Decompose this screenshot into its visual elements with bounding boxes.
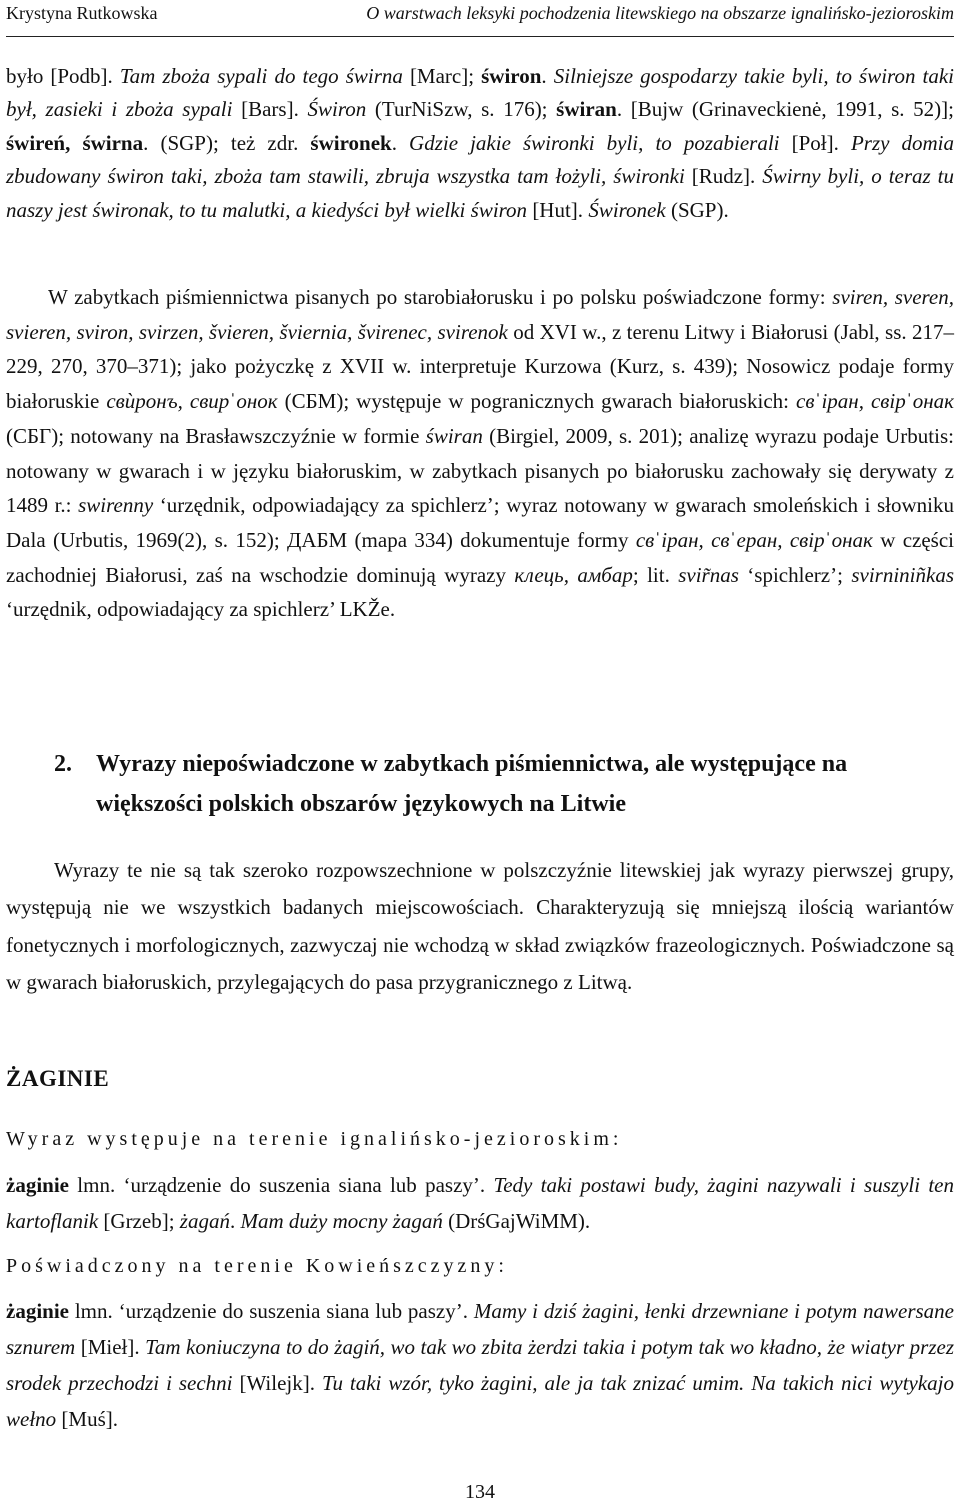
text-run: [Muś]. (56, 1407, 119, 1431)
running-header (6, 0, 954, 37)
text-run: іран, св (661, 527, 730, 552)
text-run: [Rudz]. (684, 164, 763, 189)
text-run: клець, амбар (514, 562, 633, 587)
text-run: ‘urzędnik, odpowiadający za spichlerz’ LKŽe. (6, 597, 396, 622)
text-run: [Wilejk]. (232, 1371, 322, 1395)
text-run: świran (425, 423, 483, 448)
text-run: . (SGP); też zdr. (143, 130, 311, 155)
entry-definition-ignalina (6, 1167, 954, 1239)
text-run: (Birgiel, 2009, s. 201); analizę wyrazu podaje Urbutis: notowany w gwarach i w języku białoruskim, w zabytkach pisanych po białorusku zachowały się derywaty z 1489 r.: (6, 423, 954, 518)
text-run: [Bars]. (232, 97, 308, 122)
text-run: lmn. ‘urządzenie do suszenia siana lub paszy’. (69, 1299, 474, 1323)
section-heading (54, 744, 944, 824)
text-run: żaginie (6, 1299, 69, 1323)
text-run: svir̃nas (678, 562, 739, 587)
text-run: [Mieł]. (75, 1335, 146, 1359)
text-run: świronek (310, 130, 392, 155)
entry-definition-kowno (6, 1293, 954, 1437)
header-running-title: O warstwach leksyki pochodzenia litewskiego na obszarze ignalińsko-jezioroskim (366, 3, 954, 23)
text-run: [Marc]; (402, 64, 482, 88)
text-run: żagań (179, 1209, 230, 1233)
text-run: ; lit. (632, 562, 679, 587)
entry-subheading-ignalina: Wyraz występuje na terenie ignalińsko-jezioroskim: (6, 1128, 623, 1150)
text-run: Przy domia zbudowany świron taki, zboża tam stawili, zbruja wszystka tam łożyli, świronki (6, 130, 955, 189)
text-run: w części zachodniej Białorusi, zaś na wschodzie dominują wyrazy (6, 527, 954, 587)
text-run: ‘urzędnik, odpowiadający za spichlerz’; wyraz notowany w gwarach smoleńskich i słowniku Dala (Urbutis, 1969(2), s. 152); ДАБМ (mapa 334) dokumentuje formy (6, 493, 954, 552)
entry-heading: ŻAGINIE (6, 1066, 110, 1091)
text-run: ˈ (229, 389, 237, 414)
text-run: svirniniñkas (851, 562, 954, 587)
text-run: [Hut]. (527, 197, 589, 222)
entry-subheading-kowno: Poświadczony na terenie Kowieńszczyzny: (6, 1255, 508, 1277)
text-run: [Poł]. (779, 130, 851, 155)
text-run: Tu taki wzór, tyko żagini, ale ja tak znizać umim. Na takich nici wytykajo wełno (6, 1371, 955, 1431)
text-run: св (635, 527, 655, 552)
text-run: (СБМ); występuje w pogranicznych gwarach białoruskich: (277, 389, 796, 414)
page-number: 134 (465, 1481, 495, 1503)
text-run: онак (912, 389, 954, 414)
text-run: żaginie (6, 1173, 69, 1197)
text-run: св (796, 389, 815, 414)
text-run: sviren, sveren, svieren, sviron, svirzen, švieren, šviernia, švirenec, svirenok (6, 285, 955, 344)
text-run: онок (236, 389, 278, 414)
text-run: Świronek (588, 197, 666, 222)
text-run: od XVI w., z terenu Litwy i Białorusi (Jabl, ss. 217–229, 270, 370–371); jako pożyczkę z XVII w. interpretuje Kurzowa (Kurz, s. 439); Nosowicz podaje formy białoruskie (6, 319, 954, 414)
text-run: ˈ (905, 389, 913, 414)
text-run: ˈ (729, 527, 737, 552)
text-run: było [Podb]. (6, 64, 120, 88)
text-run: еран, свір (736, 527, 825, 552)
text-run: świran (556, 97, 617, 122)
text-run: Gdzie jakie świronki byli, to pozabierali (409, 130, 780, 155)
text-run: świron (481, 64, 542, 88)
text-run: Tam zboża sypali do tego świrna (119, 64, 403, 88)
text-run: (DrśGajWiMM). (442, 1209, 591, 1233)
text-run: Świrny byli, o teraz tu naszy jest świronak, to tu malutki, a kiedyści był wielki świron (6, 164, 954, 222)
paragraph-swiron-examples (6, 60, 954, 227)
text-run: W zabytkach piśmiennictwa pisanych po starobiałorusku i po polsku poświadczone formy: (48, 285, 833, 309)
text-run: Świron (307, 97, 367, 122)
text-run: . [Bujw (Grinaveckienė, 1991, s. 52)]; (616, 97, 954, 122)
paragraph-section-intro: Wyrazy te nie są tak szeroko rozpowszechnione w polszczyźnie litewskiej jak wyrazy pierwszej grupy, występują nie we wszystkich badanych miejscowościach. Charakteryzują się mniejszą ilością wariantów fonetycznych i morfologicznych, zazwyczaj nie wchodzą w skład związków frazeologicznych. Poświadczone są w gwarach białoruskich, przylegających do pasa przygranicznego z Litwą. (6, 858, 954, 994)
text-run: Tedy taki postawi budy, żagini nazywali i suszyli ten kartoflanik (6, 1173, 954, 1233)
text-run: онак (831, 527, 873, 552)
text-run: Mam duży mocny żagań (240, 1209, 443, 1233)
text-run: świreń, świrna (6, 130, 144, 155)
text-run: . (541, 64, 554, 88)
text-run: ˈ (824, 527, 832, 552)
text-run: іран, свір (821, 389, 906, 414)
text-run: Mamy i dziś żagini, łenki drzewniane i potym nawersane sznurem (6, 1299, 954, 1359)
text-run: lmn. ‘urządzenie do suszenia siana lub paszy’. (69, 1173, 494, 1197)
paragraph-historical-attestation (6, 280, 954, 627)
text-run: ˈ (814, 389, 822, 414)
text-run: . (391, 130, 410, 155)
text-run: (СБГ); notowany na Brasławszczyźnie w formie (6, 423, 426, 448)
text-run: swirenny (78, 493, 154, 518)
text-run: ‘spichlerz’; (738, 562, 852, 587)
header-author: Krystyna Rutkowska (6, 3, 158, 23)
text-run: Silniejsze gospodarzy takie byli, to świron taki był, zasieki i zboża sypali (6, 64, 954, 122)
text-run: (SGP). (665, 197, 729, 222)
text-run: свѝронъ, свир (106, 389, 230, 414)
section-title: Wyrazy niepoświadczone w zabytkach piśmiennictwa, ale występujące na większości polskich obszarów językowych na Litwie (96, 751, 848, 817)
text-run: [Grzeb]; (98, 1209, 180, 1233)
text-run: ˈ (654, 527, 662, 552)
text-run: . (229, 1209, 241, 1233)
text-run: (TurNiSzw, s. 176); (366, 97, 557, 122)
text-run: Tam koniuczyna to do żagiń, wo tak wo zbita żerdzi takia i potym tak wo kładno, że wiatyr przez srodek przechodzi i sechni (6, 1335, 954, 1395)
section-number: 2. (54, 751, 72, 777)
